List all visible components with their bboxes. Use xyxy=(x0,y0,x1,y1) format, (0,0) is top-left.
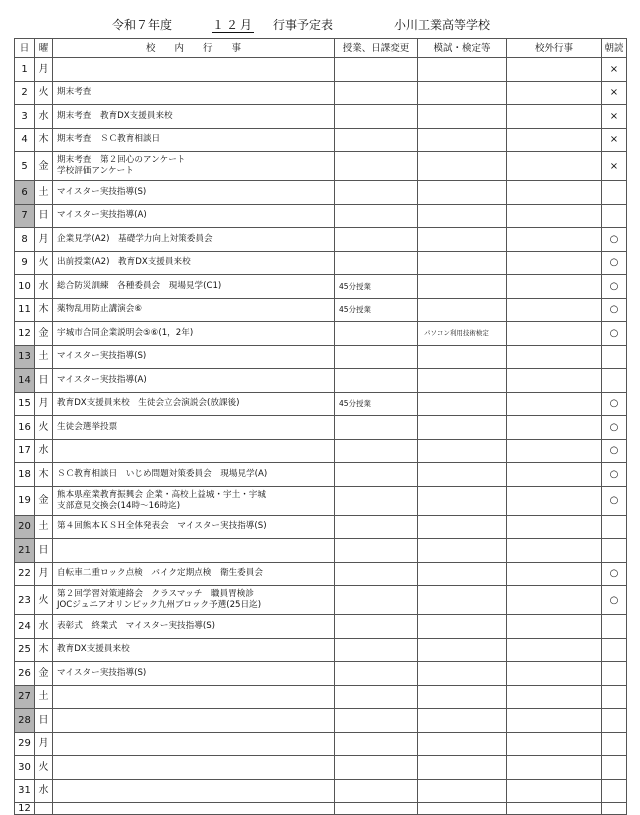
morning-reading-mark xyxy=(602,779,627,803)
outside-event-cell xyxy=(507,181,602,205)
school-event-cell: 企業見学(A2) 基礎学力向上対策委員会 xyxy=(53,228,335,252)
day-number: 26 xyxy=(15,662,35,686)
day-row xyxy=(15,463,627,487)
morning-reading-mark xyxy=(602,515,627,539)
footer-cell xyxy=(602,803,627,815)
class-change-cell xyxy=(335,251,418,275)
weekday: 月 xyxy=(35,392,53,416)
exam-cell xyxy=(418,685,507,709)
day-number: 28 xyxy=(15,709,35,733)
weekday: 日 xyxy=(35,709,53,733)
day-row xyxy=(15,204,627,228)
day-number: 18 xyxy=(15,463,35,487)
morning-reading-mark: × xyxy=(602,81,627,105)
morning-reading-mark: × xyxy=(602,128,627,152)
header-weekday: 曜 xyxy=(35,39,53,58)
day-number: 16 xyxy=(15,416,35,440)
school-event-cell: 期末考査 教育DX支援員来校 xyxy=(53,105,335,129)
day-number: 13 xyxy=(15,345,35,369)
exam-cell xyxy=(418,369,507,393)
weekday: 火 xyxy=(35,416,53,440)
day-number: 25 xyxy=(15,638,35,662)
day-row xyxy=(15,709,627,733)
weekday: 水 xyxy=(35,439,53,463)
weekday: 金 xyxy=(35,152,53,181)
day-number: 15 xyxy=(15,392,35,416)
exam-cell xyxy=(418,81,507,105)
class-change-cell xyxy=(335,732,418,756)
day-number: 8 xyxy=(15,228,35,252)
weekday: 月 xyxy=(35,228,53,252)
weekday: 月 xyxy=(35,732,53,756)
exam-cell xyxy=(418,128,507,152)
outside-event-cell xyxy=(507,779,602,803)
school-event-cell xyxy=(53,685,335,709)
weekday: 月 xyxy=(35,58,53,82)
school-event-cell: 第２回学習対策連絡会 クラスマッチ 職員胃検診 JOCジュニアオリンピック九州ブロック予選(25日迄) xyxy=(53,586,335,615)
title-bar xyxy=(0,0,640,38)
class-change-cell xyxy=(335,181,418,205)
class-change-cell: 45分授業 xyxy=(335,298,418,322)
outside-event-cell xyxy=(507,58,602,82)
day-number: 5 xyxy=(15,152,35,181)
class-change-cell xyxy=(335,128,418,152)
weekday: 日 xyxy=(35,369,53,393)
class-change-cell xyxy=(335,586,418,615)
class-change-cell xyxy=(335,486,418,515)
school-event-cell: 宇城市合同企業説明会⑤⑥(1，2年) xyxy=(53,322,335,346)
class-change-cell xyxy=(335,709,418,733)
exam-cell xyxy=(418,345,507,369)
exam-cell xyxy=(418,732,507,756)
day-row xyxy=(15,275,627,299)
weekday: 木 xyxy=(35,128,53,152)
day-row xyxy=(15,251,627,275)
footer-cell xyxy=(35,803,53,815)
exam-cell xyxy=(418,638,507,662)
day-row xyxy=(15,662,627,686)
day-row xyxy=(15,586,627,615)
school-event-cell: 第４回熊本ＫＳＨ全体発表会 マイスター実技指導(S) xyxy=(53,515,335,539)
day-row xyxy=(15,539,627,563)
day-row xyxy=(15,732,627,756)
day-number: 7 xyxy=(15,204,35,228)
school-event-cell: マイスター実技指導(S) xyxy=(53,181,335,205)
footer-cell xyxy=(53,803,335,815)
weekday: 水 xyxy=(35,275,53,299)
header-day: 日 xyxy=(15,39,35,58)
class-change-cell xyxy=(335,562,418,586)
class-change-cell: 45分授業 xyxy=(335,392,418,416)
day-number: 22 xyxy=(15,562,35,586)
day-number: 20 xyxy=(15,515,35,539)
footer-cell xyxy=(335,803,418,815)
day-row xyxy=(15,105,627,129)
weekday: 土 xyxy=(35,181,53,205)
morning-reading-mark: ○ xyxy=(602,416,627,440)
day-row xyxy=(15,562,627,586)
day-row xyxy=(15,322,627,346)
outside-event-cell xyxy=(507,439,602,463)
outside-event-cell xyxy=(507,105,602,129)
morning-reading-mark: ○ xyxy=(602,392,627,416)
morning-reading-mark xyxy=(602,709,627,733)
outside-event-cell xyxy=(507,562,602,586)
outside-event-cell xyxy=(507,416,602,440)
exam-cell xyxy=(418,709,507,733)
header-row xyxy=(15,39,627,58)
outside-event-cell xyxy=(507,463,602,487)
class-change-cell xyxy=(335,539,418,563)
outside-event-cell xyxy=(507,251,602,275)
day-row xyxy=(15,152,627,181)
outside-event-cell xyxy=(507,539,602,563)
school-event-cell xyxy=(53,732,335,756)
school-event-cell xyxy=(53,756,335,780)
day-row xyxy=(15,58,627,82)
day-number: 24 xyxy=(15,615,35,639)
morning-reading-mark: ○ xyxy=(602,439,627,463)
class-change-cell xyxy=(335,463,418,487)
header-school-events: 校 内 行 事 xyxy=(53,39,335,58)
day-number: 1 xyxy=(15,58,35,82)
weekday: 金 xyxy=(35,322,53,346)
weekday: 日 xyxy=(35,539,53,563)
outside-event-cell xyxy=(507,615,602,639)
morning-reading-mark xyxy=(602,204,627,228)
weekday: 金 xyxy=(35,486,53,515)
day-row xyxy=(15,181,627,205)
morning-reading-mark: ○ xyxy=(602,251,627,275)
footer-month-number: 12 xyxy=(15,803,35,815)
school-event-cell: 期末考査 第２回心のアンケート 学校評価アンケート xyxy=(53,152,335,181)
class-change-cell xyxy=(335,81,418,105)
footer-cell xyxy=(418,803,507,815)
exam-cell xyxy=(418,515,507,539)
weekday: 水 xyxy=(35,615,53,639)
footer-row xyxy=(15,803,627,815)
day-number: 17 xyxy=(15,439,35,463)
class-change-cell xyxy=(335,756,418,780)
footer-cell xyxy=(507,803,602,815)
morning-reading-mark xyxy=(602,615,627,639)
day-number: 23 xyxy=(15,586,35,615)
exam-cell xyxy=(418,58,507,82)
morning-reading-mark: ○ xyxy=(602,463,627,487)
exam-cell xyxy=(418,662,507,686)
day-number: 30 xyxy=(15,756,35,780)
school-event-cell: 薬物乱用防止講演会⑥ xyxy=(53,298,335,322)
class-change-cell xyxy=(335,638,418,662)
outside-event-cell xyxy=(507,662,602,686)
class-change-cell: 45分授業 xyxy=(335,275,418,299)
school-event-cell xyxy=(53,779,335,803)
morning-reading-mark xyxy=(602,756,627,780)
exam-cell xyxy=(418,779,507,803)
header-class-changes: 授業、日課変更 xyxy=(335,39,418,58)
morning-reading-mark xyxy=(602,732,627,756)
weekday: 水 xyxy=(35,105,53,129)
month-title: １２月 xyxy=(211,18,254,32)
school-event-cell xyxy=(53,439,335,463)
exam-cell xyxy=(418,228,507,252)
morning-reading-mark: ○ xyxy=(602,562,627,586)
exam-cell xyxy=(418,105,507,129)
exam-cell: パソコン利用技術検定 xyxy=(418,322,507,346)
exam-cell xyxy=(418,463,507,487)
outside-event-cell xyxy=(507,128,602,152)
outside-event-cell xyxy=(507,756,602,780)
day-number: 2 xyxy=(15,81,35,105)
outside-event-cell xyxy=(507,322,602,346)
school-event-cell xyxy=(53,539,335,563)
exam-cell xyxy=(418,392,507,416)
outside-event-cell xyxy=(507,732,602,756)
day-row xyxy=(15,416,627,440)
weekday: 水 xyxy=(35,779,53,803)
school-event-cell: 教育DX支援員来校 生徒会立会演説会(放課後) xyxy=(53,392,335,416)
exam-cell xyxy=(418,152,507,181)
outside-event-cell xyxy=(507,515,602,539)
day-number: 11 xyxy=(15,298,35,322)
day-row xyxy=(15,439,627,463)
outside-event-cell xyxy=(507,638,602,662)
weekday: 金 xyxy=(35,662,53,686)
outside-event-cell xyxy=(507,586,602,615)
exam-cell xyxy=(418,439,507,463)
weekday: 日 xyxy=(35,204,53,228)
morning-reading-mark xyxy=(602,181,627,205)
morning-reading-mark xyxy=(602,638,627,662)
class-change-cell xyxy=(335,204,418,228)
day-row xyxy=(15,685,627,709)
morning-reading-mark: ○ xyxy=(602,586,627,615)
day-row xyxy=(15,128,627,152)
day-row xyxy=(15,345,627,369)
weekday: 木 xyxy=(35,638,53,662)
day-number: 12 xyxy=(15,322,35,346)
morning-reading-mark xyxy=(602,539,627,563)
class-change-cell xyxy=(335,322,418,346)
weekday: 月 xyxy=(35,562,53,586)
outside-event-cell xyxy=(507,685,602,709)
fiscal-year: 令和７年度 xyxy=(112,18,173,32)
day-row xyxy=(15,779,627,803)
school-event-cell: マイスター実技指導(S) xyxy=(53,662,335,686)
school-event-cell: 期末考査 xyxy=(53,81,335,105)
outside-event-cell xyxy=(507,392,602,416)
weekday: 土 xyxy=(35,685,53,709)
morning-reading-mark: × xyxy=(602,105,627,129)
class-change-cell xyxy=(335,58,418,82)
class-change-cell xyxy=(335,779,418,803)
class-change-cell xyxy=(335,615,418,639)
day-number: 10 xyxy=(15,275,35,299)
schedule-title: 行事予定表 xyxy=(273,18,334,32)
exam-cell xyxy=(418,275,507,299)
school-event-cell: 自転車二重ロック点検 バイク定期点検 衛生委員会 xyxy=(53,562,335,586)
class-change-cell xyxy=(335,228,418,252)
outside-event-cell xyxy=(507,709,602,733)
weekday: 火 xyxy=(35,251,53,275)
exam-cell xyxy=(418,416,507,440)
day-row xyxy=(15,638,627,662)
school-event-cell xyxy=(53,709,335,733)
exam-cell xyxy=(418,539,507,563)
day-row xyxy=(15,228,627,252)
outside-event-cell xyxy=(507,275,602,299)
day-number: 3 xyxy=(15,105,35,129)
day-number: 4 xyxy=(15,128,35,152)
outside-event-cell xyxy=(507,369,602,393)
weekday: 土 xyxy=(35,345,53,369)
day-number: 9 xyxy=(15,251,35,275)
class-change-cell xyxy=(335,369,418,393)
day-row xyxy=(15,486,627,515)
exam-cell xyxy=(418,586,507,615)
day-row xyxy=(15,81,627,105)
schedule-table xyxy=(14,38,627,815)
class-change-cell xyxy=(335,685,418,709)
exam-cell xyxy=(418,562,507,586)
school-event-cell xyxy=(53,58,335,82)
day-number: 21 xyxy=(15,539,35,563)
morning-reading-mark xyxy=(602,345,627,369)
weekday: 火 xyxy=(35,756,53,780)
exam-cell xyxy=(418,298,507,322)
day-row xyxy=(15,298,627,322)
school-event-cell: マイスター実技指導(A) xyxy=(53,369,335,393)
class-change-cell xyxy=(335,416,418,440)
morning-reading-mark: ○ xyxy=(602,275,627,299)
exam-cell xyxy=(418,181,507,205)
school-name: 小川工業高等学校 xyxy=(394,18,491,32)
day-row xyxy=(15,615,627,639)
exam-cell xyxy=(418,486,507,515)
outside-event-cell xyxy=(507,486,602,515)
outside-event-cell xyxy=(507,345,602,369)
class-change-cell xyxy=(335,345,418,369)
morning-reading-mark xyxy=(602,685,627,709)
day-number: 27 xyxy=(15,685,35,709)
weekday: 火 xyxy=(35,81,53,105)
school-event-cell: 総合防災訓練 各種委員会 現場見学(C1) xyxy=(53,275,335,299)
exam-cell xyxy=(418,251,507,275)
school-event-cell: マイスター実技指導(A) xyxy=(53,204,335,228)
school-event-cell: 期末考査 ＳＣ教育相談日 xyxy=(53,128,335,152)
schedule-body xyxy=(15,58,627,815)
school-event-cell: 生徒会選挙投票 xyxy=(53,416,335,440)
weekday: 火 xyxy=(35,586,53,615)
day-number: 31 xyxy=(15,779,35,803)
day-row xyxy=(15,369,627,393)
weekday: 土 xyxy=(35,515,53,539)
school-event-cell: 表彰式 終業式 マイスター実技指導(S) xyxy=(53,615,335,639)
outside-event-cell xyxy=(507,152,602,181)
weekday: 木 xyxy=(35,463,53,487)
day-number: 19 xyxy=(15,486,35,515)
day-row xyxy=(15,515,627,539)
day-row xyxy=(15,392,627,416)
outside-event-cell xyxy=(507,228,602,252)
class-change-cell xyxy=(335,662,418,686)
exam-cell xyxy=(418,204,507,228)
class-change-cell xyxy=(335,152,418,181)
outside-event-cell xyxy=(507,81,602,105)
morning-reading-mark: ○ xyxy=(602,228,627,252)
day-number: 29 xyxy=(15,732,35,756)
school-event-cell: 熊本県産業教育振興会 企業・高校上益城・宇土・宇城 支部意見交換会(14時～16時迄) xyxy=(53,486,335,515)
morning-reading-mark: ○ xyxy=(602,322,627,346)
morning-reading-mark xyxy=(602,662,627,686)
morning-reading-mark xyxy=(602,369,627,393)
header-exams: 模試・検定等 xyxy=(418,39,507,58)
morning-reading-mark: ○ xyxy=(602,486,627,515)
school-event-cell: 教育DX支援員来校 xyxy=(53,638,335,662)
day-row xyxy=(15,756,627,780)
day-number: 6 xyxy=(15,181,35,205)
header-morning-reading: 朝読 xyxy=(602,39,627,58)
morning-reading-mark: × xyxy=(602,58,627,82)
weekday: 木 xyxy=(35,298,53,322)
morning-reading-mark: × xyxy=(602,152,627,181)
day-number: 14 xyxy=(15,369,35,393)
class-change-cell xyxy=(335,515,418,539)
outside-event-cell xyxy=(507,298,602,322)
school-event-cell: ＳＣ教育相談日 いじめ問題対策委員会 現場見学(A) xyxy=(53,463,335,487)
header-outside-events: 校外行事 xyxy=(507,39,602,58)
school-event-cell: マイスター実技指導(S) xyxy=(53,345,335,369)
exam-cell xyxy=(418,615,507,639)
exam-cell xyxy=(418,756,507,780)
outside-event-cell xyxy=(507,204,602,228)
class-change-cell xyxy=(335,439,418,463)
morning-reading-mark: ○ xyxy=(602,298,627,322)
class-change-cell xyxy=(335,105,418,129)
school-event-cell: 出前授業(A2) 教育DX支援員来校 xyxy=(53,251,335,275)
